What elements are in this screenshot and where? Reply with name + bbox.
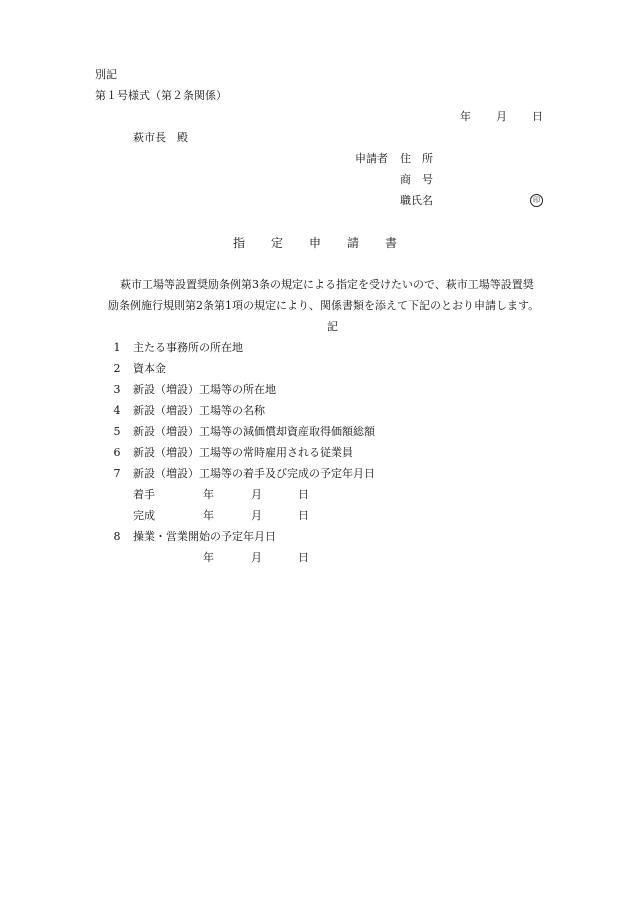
seal-mark-icon: 印 [530,194,543,207]
complete-year-label: 年 [203,509,214,522]
date-year-label: 年 [460,110,471,123]
item-number: 3 [113,383,121,396]
complete-day-label: 日 [298,509,309,522]
body-text-line-2: 励条例施行規則第2条第1項の規定により、関係書類を添えて下記のとおり申請します。 [108,299,540,312]
form-number-label: 第１号様式（第２条関係） [95,89,227,102]
applicant-title-name-label: 職氏名 [400,194,433,207]
item-text: 新設（増設）工場等の減価償却資産取得価額総額 [133,425,375,438]
start-date-label: 着手 [133,488,155,501]
item-text: 新設（増設）工場等の所在地 [133,383,276,396]
item-number: 2 [113,362,121,375]
body-text-line-1: 萩市工場等設置奨励条例第3条の規定による指定を受けたいので、萩市工場等設置奨 [120,278,534,291]
addressee: 萩市長 殿 [133,131,188,144]
item-number: 7 [113,467,121,480]
item-text: 主たる事務所の所在地 [133,341,243,354]
start-day-label: 日 [298,488,309,501]
complete-month-label: 月 [251,509,262,522]
date-day-label: 日 [532,110,543,123]
complete-date-label: 完成 [133,509,155,522]
operation-year-label: 年 [203,551,214,564]
applicant-label: 申請者 [355,152,388,165]
date-month-label: 月 [496,110,507,123]
item-number: 6 [113,446,121,459]
annex-label: 別記 [95,68,117,81]
item-text: 資本金 [133,362,166,375]
item-number: 1 [113,341,121,354]
item-text: 操業・営業開始の予定年月日 [133,530,276,543]
applicant-trade-name-label: 商 号 [400,173,433,186]
item-number: 5 [113,425,121,438]
start-month-label: 月 [251,488,262,501]
item-text: 新設（増設）工場等の常時雇用される従業員 [133,446,353,459]
item-text: 新設（増設）工場等の名称 [133,404,265,417]
document-title: 指定申請書 [232,236,423,250]
start-year-label: 年 [203,488,214,501]
operation-month-label: 月 [251,551,262,564]
ki-heading: 記 [327,320,338,333]
item-text: 新設（増設）工場等の着手及び完成の予定年月日 [133,467,375,480]
applicant-address-label: 住 所 [400,152,433,165]
item-number: 8 [113,530,121,543]
operation-day-label: 日 [298,551,309,564]
item-number: 4 [113,404,121,417]
